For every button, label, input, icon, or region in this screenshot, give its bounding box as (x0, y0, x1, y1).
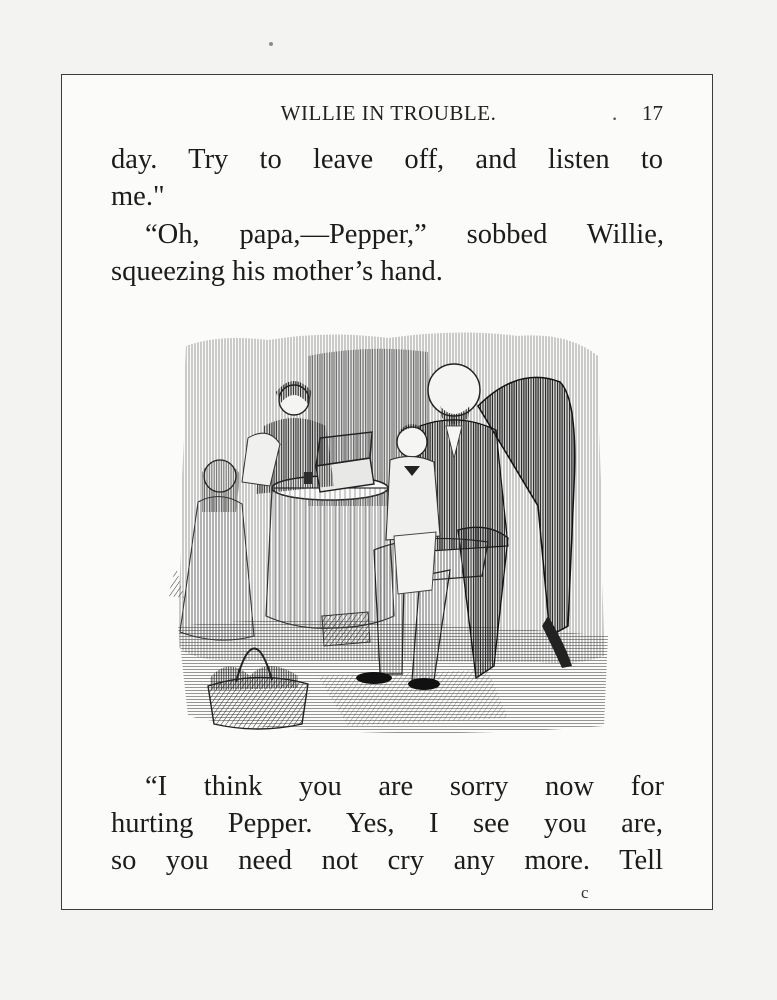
engraving-family-scene-icon (158, 326, 616, 740)
text-line-1: day. Try to leave off, and listen to (111, 144, 663, 175)
page-number: 17 (642, 101, 663, 125)
text-line-3: “Oh, papa,—Pepper,” sobbed Willie, (145, 219, 664, 250)
header-dot: . (612, 101, 618, 125)
text-line-7: so you need not cry any more. Tell (111, 845, 663, 876)
text-line-4: squeezing his mother’s hand. (111, 256, 443, 287)
text-line-6: hurting Pepper. Yes, I see you are, (111, 808, 663, 839)
signature-mark: c (581, 883, 589, 902)
running-title: WILLIE IN TROUBLE. (280, 101, 497, 125)
paper-speck (269, 42, 273, 46)
text-line-5: “I think you are sorry now for (145, 771, 664, 802)
text-line-2: me." (111, 181, 165, 212)
